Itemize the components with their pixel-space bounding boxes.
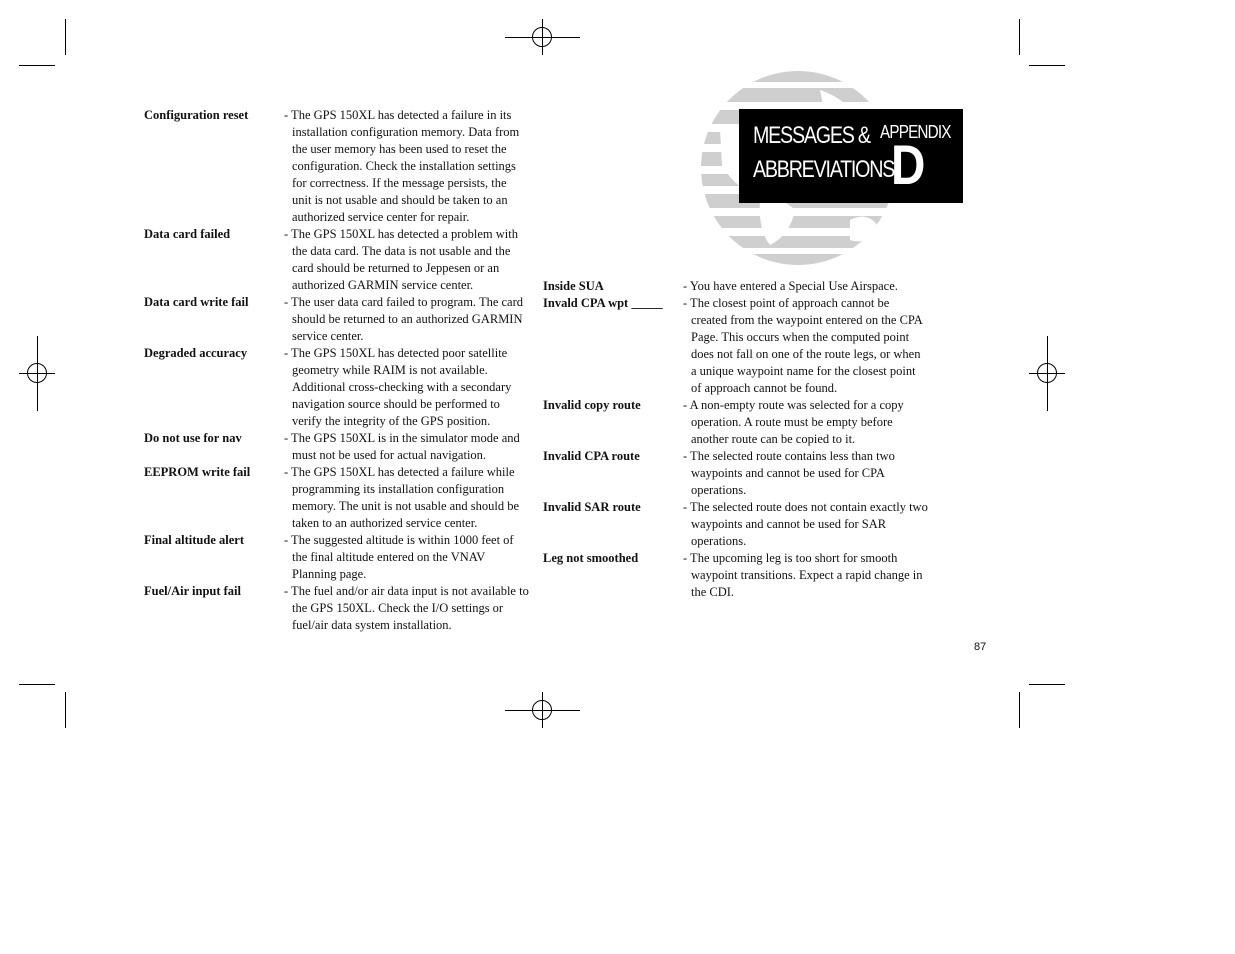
message-description: - The fuel and/or air data input is not available to the GPS 150XL. Check the I/O settings or fuel/air data system installation.	[284, 584, 529, 632]
message-entry	[144, 464, 529, 532]
message-term: Configuration reset	[144, 108, 249, 122]
message-entry	[144, 294, 529, 345]
appendix-banner	[739, 109, 963, 203]
crop-mark	[65, 692, 66, 728]
message-entry	[543, 295, 928, 397]
message-term: Invald CPA wpt _____	[543, 296, 663, 310]
message-description: - You have entered a Special Use Airspace.	[683, 279, 898, 293]
message-term: Invalid CPA route	[543, 449, 640, 463]
message-description: - The GPS 150XL has detected a failure while programming its installation configuration memory. The unit is not usable and should be taken to an authorized service center.	[284, 465, 520, 530]
message-description: - The selected route does not contain exactly two waypoints and cannot be used for SAR operations.	[683, 500, 928, 548]
message-term: Invalid copy route	[543, 398, 641, 412]
message-description: - The closest point of approach cannot be created from the waypoint entered on the CPA Page. This occurs when the computed point does not fall on one of the route legs, or when a unique waypoint name for the closest point of approach cannot be found.	[683, 296, 923, 395]
page-number: 87	[974, 641, 987, 653]
message-description: - The selected route contains less than two waypoints and cannot be used for CPA operations.	[683, 449, 895, 497]
crop-mark	[65, 19, 66, 55]
message-term: Leg not smoothed	[543, 551, 639, 565]
message-term: Data card write fail	[144, 295, 249, 309]
crop-mark	[1019, 692, 1020, 728]
message-entry	[144, 532, 529, 583]
message-entry	[543, 550, 928, 601]
message-description: - A non-empty route was selected for a copy operation. A route must be empty before another route can be copied to it.	[683, 398, 904, 446]
crop-mark	[19, 65, 55, 66]
left-column	[144, 107, 529, 634]
message-entry	[543, 278, 928, 295]
message-entry	[144, 430, 529, 464]
message-entry	[144, 107, 529, 226]
crop-mark	[1029, 65, 1065, 66]
message-description: - The GPS 150XL has detected poor satellite geometry while RAIM is not available. Additional cross-checking with a secondary navigation source should be performed to verify the integrity of the GPS position.	[284, 346, 512, 428]
message-entry	[144, 345, 529, 430]
message-entry	[543, 397, 928, 448]
message-term: Data card failed	[144, 227, 231, 241]
message-term: Fuel/Air input fail	[144, 584, 242, 598]
banner-title-line2: ABBREVIATIONS	[753, 156, 895, 183]
message-description: - The user data card failed to program. The card should be returned to an authorized GARMIN service center.	[284, 295, 524, 343]
appendix-label: APPENDIX	[880, 122, 951, 142]
message-term: Inside SUA	[543, 279, 604, 293]
right-column	[543, 278, 928, 601]
message-term: Invalid SAR route	[543, 500, 641, 514]
crop-mark	[1019, 19, 1020, 55]
crop-mark	[19, 684, 55, 685]
message-description: - The GPS 150XL has detected a failure in its installation configuration memory. Data from the user memory has been used to reset the configuration. Check the installation settings for correctness. If the message persists, the unit is not usable and should be taken to an authorized service center for repair.	[284, 108, 520, 224]
crop-mark	[1029, 684, 1065, 685]
message-entry	[144, 226, 529, 294]
message-description: - The upcoming leg is too short for smooth waypoint transitions. Expect a rapid change in the CDI.	[683, 551, 923, 599]
message-entry	[543, 499, 928, 550]
message-term: EEPROM write fail	[144, 465, 251, 479]
message-term: Final altitude alert	[144, 533, 244, 547]
message-description: - The GPS 150XL has detected a problem with the data card. The data is not usable and the card should be returned to Jeppesen or an authorized GARMIN service center.	[284, 227, 518, 292]
message-term: Do not use for nav	[144, 431, 242, 445]
message-description: - The GPS 150XL is in the simulator mode and must not be used for actual navigation.	[284, 431, 520, 462]
message-entry	[144, 583, 529, 634]
message-entry	[543, 448, 928, 499]
banner-title-line1: MESSAGES &	[753, 122, 870, 149]
appendix-letter: D	[891, 133, 926, 196]
message-description: - The suggested altitude is within 1000 feet of the final altitude entered on the VNAV Planning page.	[284, 533, 514, 581]
message-term: Degraded accuracy	[144, 346, 248, 360]
